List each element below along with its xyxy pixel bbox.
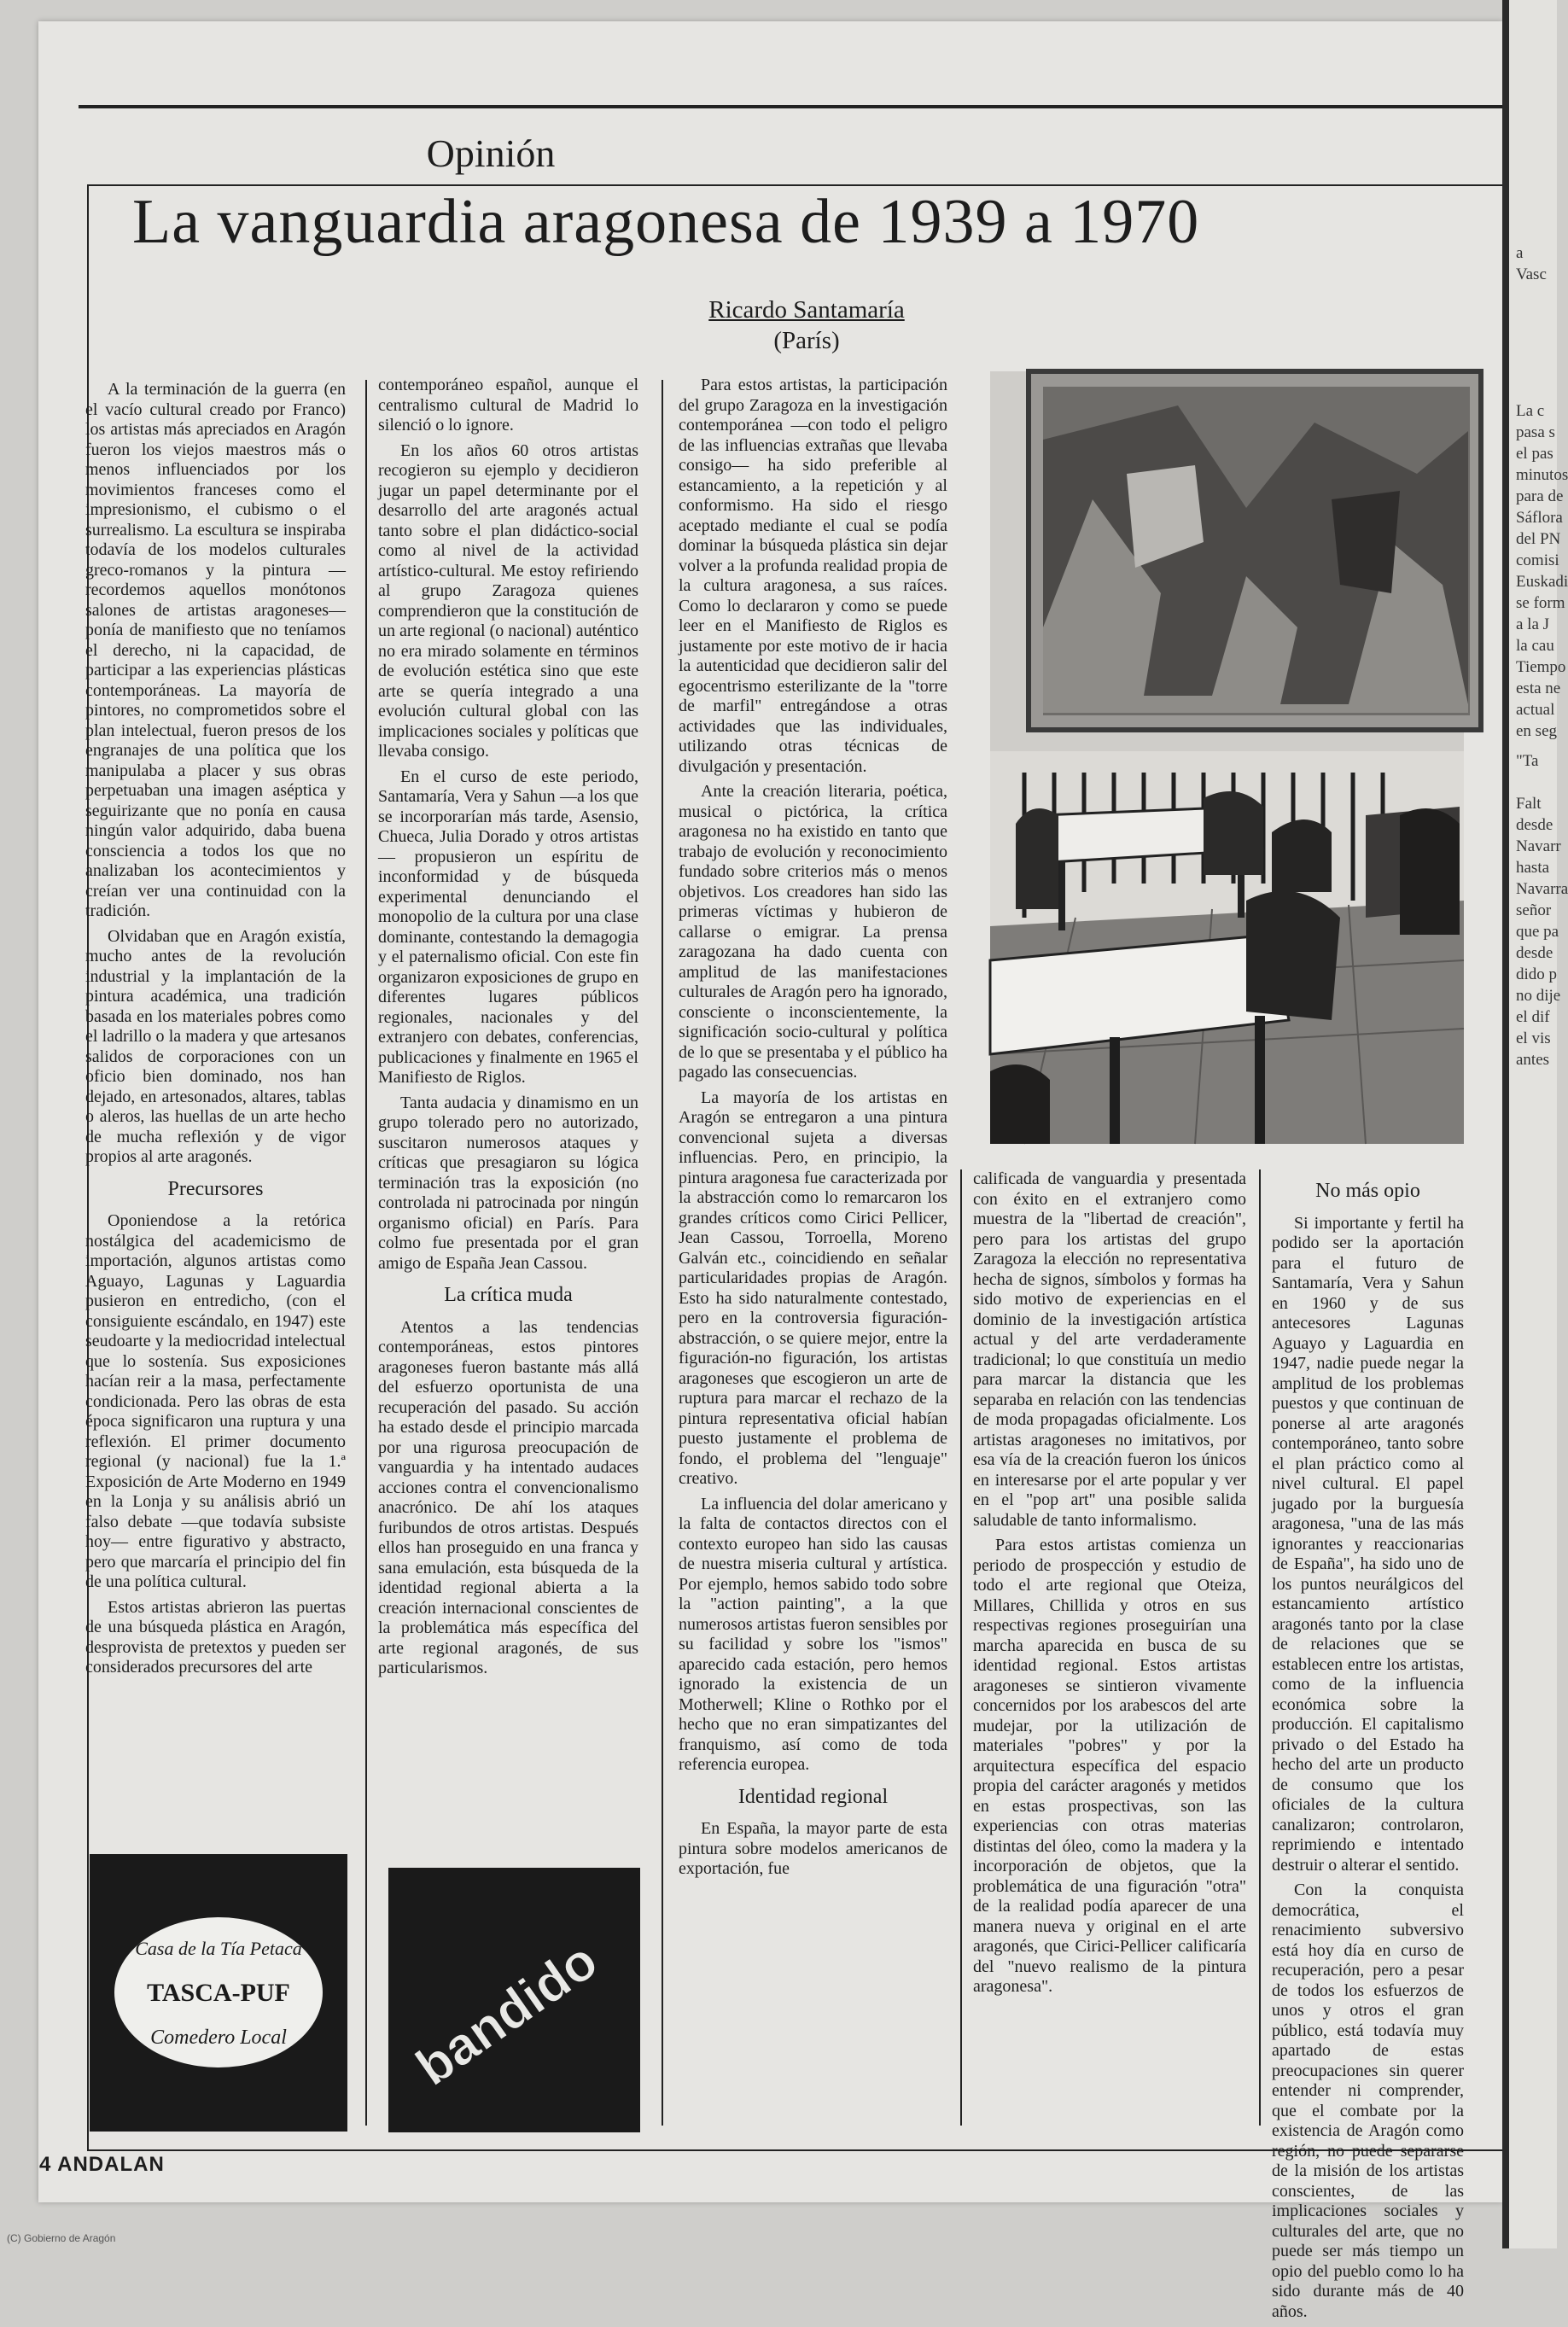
advertisement-bandido xyxy=(388,1868,640,2132)
column-4 xyxy=(973,1169,1246,2003)
advertisement-tasca-puf xyxy=(90,1854,347,2132)
edge-text-fragment: se form xyxy=(1516,594,1565,612)
edge-text-fragment: desde xyxy=(1516,944,1553,962)
subheading: La crítica muda xyxy=(444,1284,573,1306)
edge-text-fragment: La c xyxy=(1516,402,1545,420)
edge-text-fragment: Falt xyxy=(1516,795,1542,813)
edge-text-fragment: antes xyxy=(1516,1051,1550,1069)
paragraph: La mayoría de los artistas en Aragón se entregaron a una pintura convencional sujeta a diversas influencias. Pero, en principio, la pintura aragonesa fue caracterizada por la abstracción como lo remarcaron los grandes críticos como Cirici Pellicer, Jean Cassou, Torroella, Moreno Galván etc., coincidiendo en señalar particularidades propias de Aragón. Esto ha sido naturalmente contestado, pero en la controversia figuración-abstracción, o se quiere mejor, entre la figuración-no figuración, los artistas aragoneses que escogieron un arte de ruptura para marcar el rechazo de la pintura representativa oficial habían puesto justamente el problema de fondo, el problema del "lenguaje" creativo. xyxy=(679,1088,947,1488)
column-divider xyxy=(365,380,367,2126)
edge-text-fragment: a xyxy=(1516,244,1524,262)
edge-text-fragment: actual xyxy=(1516,701,1555,719)
paragraph: Tanta audacia y dinamismo en un grupo tolerado pero no autorizado, suscitaron numerosos ataques y críticas que presagiaron su lógica terminación tras la exposición (no controlada ni patrocinada por ningún organismo oficial) en París. Para colmo fue presentada por el gran amigo de España Jean Cassou. xyxy=(378,1093,638,1273)
paragraph: Atentos a las tendencias contemporáneas, estos pintores aragoneses fueron bastante más allá del esfuerzo oportunista de una recuperación del pasado. Su acción ha estado desde el principio marcada por una rigurosa preocupación de vanguardia y ha intentado audaces acciones contra el convencionalismo anacrónico. De ahí los ataques furibundos de otros artistas. Después ellos han proseguido en una franca y sana emulación, esta búsqueda de la identidad regional abierta a la creación internacional conscientes de la problemática más específica del arte regional aragonés, de sus particularismos. xyxy=(378,1317,638,1677)
edge-text-fragment: Tiempo xyxy=(1516,658,1566,676)
paragraph: La influencia del dolar americano y la falta de contactos directos con el contexto europeo han sido las causas de nuestra miseria cultural y artística. Por ejemplo, hemos sabido todo sobre la "action painting", a la que numerosos artistas fueron sensibles por su facilidad y sobre los "ismos" aparecido cada estación, pero hemos ignorado la existencia de un Motherwell; Kline o Rothko por el hecho que no eran simpatizantes del franquismo, así como de toda referencia europea. xyxy=(679,1494,947,1774)
paragraph: En los años 60 otros artistas recogieron su ejemplo y decidieron jugar un papel determinante por el desarrollo del arte aragonés actual tanto sobre el plan didáctico-social como al nivel de la actividad artístico-cultural. Me estoy refiriendo al grupo Zaragoza quienes comprendieron que la constitución de un arte regional (o nacional) auténtico no era mirado solamente en términos de evolución estética sino que este arte se quería integrado a una evolución cultural global con las implicaciones sociales y políticas que llevaba consigo. xyxy=(378,440,638,761)
column-3 xyxy=(679,376,947,1885)
subheading: Identidad regional xyxy=(737,1785,889,1808)
edge-text-fragment: pasa s xyxy=(1516,423,1555,441)
top-rule xyxy=(79,105,1502,108)
edge-text-fragment: señor xyxy=(1516,901,1552,919)
edge-text-fragment: la cau xyxy=(1516,637,1554,655)
column-divider xyxy=(960,1169,962,2126)
edge-text-fragment: Vasc xyxy=(1516,265,1547,283)
edge-text-fragment: Sáflora xyxy=(1516,509,1563,527)
column-divider xyxy=(1259,1169,1261,2126)
paragraph: Oponiendose a la retórica nostálgica del academicismo de importación, algunos artistas como Aguayo, Lagunas y Laguardia pusieron en entredicho, (con el consiguiente escándalo, en 1947) este seudoarte y la mediocridad intelectual que lo sostenía. Sus exposiciones hacían reir a la masa, perfectamente condicionada. Pero las obras de esta época significaron una ruptura y una reflexión. El primer documento regional (y nacional) fue la 1.ª Exposición de Arte Moderno en 1949 en la Lonja y su análisis abrió un falso debate —que todavía subsiste hoy— entre figurativo y abstracto, pero que marcaría el principio del fin de una política cultural. xyxy=(85,1211,346,1591)
edge-text-fragment: dido p xyxy=(1516,965,1558,983)
edge-text-fragment: Navarr xyxy=(1516,837,1561,855)
ad-line-3: Comedero Local xyxy=(150,2027,287,2049)
paragraph: A la terminación de la guerra (en el vacío cultural creado por Franco) los artistas más apreciados en Aragón fueron los viejos maestros más o menos influenciados por los movimientos franceses como el impresionismo, el cubismo o el surrealismo. La escultura se inspiraba todavía de los modelos culturales greco-romanos y la pintura —recordemos aquellos monótonos salones de artistas aragoneses— ponía de manifiesto que no teníamos el derecho, ni la capacidad, de participar a las experiencias plásticas contemporáneas. La mayoría de pintores, no comprometidos sobre el plan intelectual, fueron presos de los engranajes de una política que los manipulaba a placer y sus obras perpetuaban una imagen aséptica y seguirizante que no ponía en causa ningún valor adquirido, daba buena consciencia a todos los que no analizaban los acontecimientos y creían ver una continuidad con la tradición. xyxy=(85,380,346,920)
tasca-puf-logo xyxy=(90,1854,347,2132)
edge-text-fragment: hasta xyxy=(1516,859,1550,877)
article-title: La vanguardia aragonesa de 1939 a 1970 xyxy=(132,187,1200,257)
paragraph: Con la conquista democrática, el renacimiento subversivo está hoy día en curso de recuperación, pero a pesar de todos los esfuerzos de unos y otros el gran público, está todavía muy apartado de estas preocupaciones sin querer entender ni comprender, que el combate por la existencia de Aragón como región, no puede separarse de la misión de los artistas conscientes, de las implicaciones sociales y culturales del arte, que no puede ser más tiempo un opio del pueblo como lo ha sido durante más de 40 años. xyxy=(1272,1881,1464,2321)
bandido-logo xyxy=(388,1868,640,2132)
edge-text-fragment: del PN xyxy=(1516,530,1561,548)
paragraph: Para estos artistas, la participación del grupo Zaragoza en la investigación contemporánea —con todo el peligro de las influencias extrañas que llevaba consigo— ha sido preferible al estancamiento, a la repetición y al conformismo. Ha sido el riesgo aceptado mediante el cual se podía dominar la búsqueda plástica sin dejar volver a la profunda realidad propia de la cultura aragonesa, a sus raíces. Como lo declararon y como se puede leer en el Manifiesto de Riglos es justamente por este motivo de ir hacia la autenticidad que decidieron salir del egocentrismo esterilizante de la "torre de marfil" entregándose a otras actividades que las individuales, utilizando otras técnicas de divulgación y presentación. xyxy=(679,376,947,776)
paragraph: contemporáneo español, aunque el centralismo cultural de Madrid lo silenció o lo ignore. xyxy=(378,376,638,434)
subheading: Precursores xyxy=(167,1177,264,1200)
edge-text-fragment: en seg xyxy=(1516,722,1558,740)
subheading: No más opio xyxy=(1315,1180,1420,1202)
edge-text-fragment: "Ta xyxy=(1516,752,1539,770)
photo-interior-cafe xyxy=(990,371,1464,1144)
edge-text-fragment: el vis xyxy=(1516,1029,1551,1047)
adjacent-page-edge xyxy=(1502,0,1568,2248)
paragraph: Si importante y fertil ha podido ser la aportación para el futuro de Santamaría, Vera y Sahun en 1960 y de sus antecesores Lagunas Aguayo y Laguardia en 1947, nadie puede negar la amplitud de los problemas puestos y que continuan de ponerse al arte aragonés contemporáneo, tanto sobre el plan práctico como al nivel cultural. El papel jugado por la burguesía aragonesa, "una de las más ignorantes y reaccionarias de España", ha sido uno de los puntos neurálgicos del estancamiento artístico aragonés tanto por la clase de relaciones que se establecen entre los artistas, como de la influencia económica sobre la producción. El capitalismo privado o del Estado ha hecho del arte un producto de consumo que los oficiales de la cultura canalizaron; controlaron, reprimiendo e intentado destruir o alterar el sentido. xyxy=(1272,1213,1464,1875)
copyright-notice: (C) Gobierno de Aragón xyxy=(7,2232,116,2244)
ad-line-1: Casa de la Tía Petaca xyxy=(135,1938,302,1959)
column-divider xyxy=(662,380,663,2126)
paragraph: En el curso de este periodo, Santamaría, Vera y Sahun —a los que se incorporarían más tarde, Asensio, Chueca, Julia Dorado y otros artistas— propusieron un espíritu de inconformidad y de búsqueda experimental denunciando el monopolio de la cultura por una clase dominante, contestando la demagogia y el paternalismo oficial. Con este fin organizaron exposiciones de grupo en diferentes lugares públicos regionales, nacionales y del extranjero con debates, conferencias, publicaciones y finalmente en 1965 el Manifiesto de Riglos. xyxy=(378,767,638,1087)
paragraph: Para estos artistas comienza un periodo de prospección y estudio de todo el arte regional que Oteiza, Millares, Chillida y otros en sus respectivas regiones proseguirían una marcha aparecida en busca de su identidad regional. Estos artistas aragoneses se sintieron vivamente concernidos por los arabescos del arte mudejar, por la utilización de materiales "pobres" y por la arquitectura específica del espacio propia del carácter aragonés y metidos en estas prospectivas, son las experiencias con otras materias distintas del óleo, como la madera y la incorporación de objetos, que la problemática de una figuración "otra" de la realidad podía aparecer de una manera nueva y original en el arte aragonés, que Cirici-Pellicer calificaría del "nuevo realismo de la pintura aragonesa". xyxy=(973,1536,1246,1996)
edge-text-fragment: el dif xyxy=(1516,1008,1550,1026)
edge-text-fragment: que pa xyxy=(1516,923,1559,941)
edge-text-fragment: desde xyxy=(1516,816,1553,834)
paragraph: Estos artistas abrieron las puertas de una búsqueda plástica en Aragón, desprovista de pretextos y pueden ser considerados precursores del arte xyxy=(85,1597,346,1677)
column-2 xyxy=(378,376,638,1684)
edge-text-fragment: no dije xyxy=(1516,987,1561,1005)
edge-text-fragment: minutos xyxy=(1516,466,1568,484)
byline xyxy=(657,295,956,356)
edge-text-fragment: esta ne xyxy=(1516,679,1561,697)
page-footer: 4 ANDALAN xyxy=(39,2153,165,2176)
edge-text-fragment: a la J xyxy=(1516,615,1550,633)
ad-line-2: TASCA-PUF xyxy=(147,1979,290,2007)
paragraph: En España, la mayor parte de esta pintura sobre modelos americanos de exportación, fue xyxy=(679,1819,947,1878)
paragraph: calificada de vanguardia y presentada con éxito en el extranjero como muestra de la "libertad de creación", pero para los artistas del grupo Zaragoza la elección no representativa hecha de signos, símbolos y formas ha sido motivo de experiencias en el dominio de la investigación artística actual y del arte verdaderamente tradicional; lo que constituía un medio para marcar la distancia que les separaba en relación con las tendencias de moda propagadas oficialmente. Los artistas aragoneses no imitativos, por esa vía de la creación fueron los únicos en interesarse por el arte popular y ver en el "pop art" una posible salida saludable de tanto informalismo. xyxy=(973,1169,1246,1530)
edge-text-fragment: el pas xyxy=(1516,445,1553,463)
paragraph: Olvidaban que en Aragón existía, mucho antes de la revolución industrial y la implantación de la pintura académica, una tradición basada en los materiales pobres como el ladrillo o la madera y que artesanos salidos de corporaciones con un oficio bien dominado, nos han dejado, en artesonados, altares, tablas o aleros, las huellas de un arte hecho de mucha reflexión y de vigor propios al arte aragonés. xyxy=(85,926,346,1166)
ad-text: bandido xyxy=(405,1930,609,2097)
edge-text-fragment: para de xyxy=(1516,487,1564,505)
author-name: Ricardo Santamaría xyxy=(708,296,905,324)
author-location: (París) xyxy=(773,327,840,354)
photo-image xyxy=(990,371,1464,1144)
edge-text-fragment: Euskadi xyxy=(1516,573,1568,591)
paragraph: Ante la creación literaria, poética, musical o pictórica, la crítica aragonesa no ha existido en tanto que trabajo de evolución y reconocimiento fundado sobre criterios más o menos objetivos. Los creadores han sido las primeras víctimas y hubieron de callarse o emigrar. La prensa zaragozana ha dado cuenta con amplitud de las manifestaciones culturales de Aragón pero ha ignorado, consciente o inconscientemente, la significación socio-cultural y política de lo que se presentaba y el público ha pagado las consecuencias. xyxy=(679,782,947,1082)
column-1 xyxy=(85,380,346,1683)
edge-text-fragment: comisi xyxy=(1516,551,1559,569)
section-title: Opinión xyxy=(426,131,556,175)
column-5 xyxy=(1272,1169,1464,2327)
edge-text-fragment: Navarra xyxy=(1516,880,1568,898)
